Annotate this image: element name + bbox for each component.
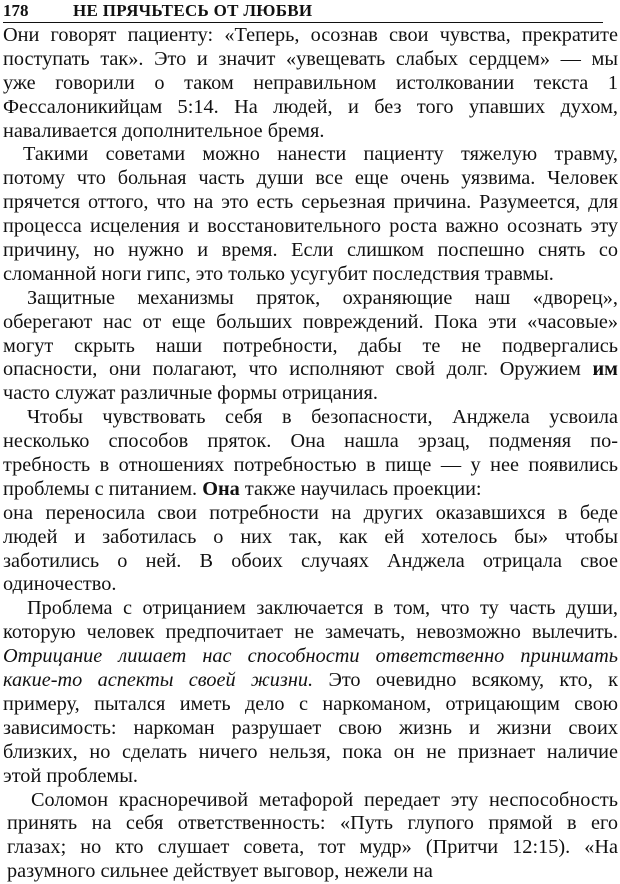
text-line: Соломон красноречивой метафорой передает эту неспособность xyxy=(31,788,618,811)
italic-segment: какие-то аспекты своей жизни. xyxy=(3,669,314,692)
text-line: требность в отношениях потребностью в пище — у нее появились xyxy=(3,454,618,477)
text-line: сломанной ноги гипс, это только усугубит последствия травмы. xyxy=(3,262,554,285)
text-line: потому что больная часть души все еще очень уязвима. Человек xyxy=(3,167,618,190)
text-line xyxy=(3,358,618,382)
text-line xyxy=(3,645,618,669)
text-line: она переносила свои потребности на других оказавшихся в беде xyxy=(3,501,618,524)
text-line: причину, но нужно и время. Если слишком поспешно снять со xyxy=(3,239,618,262)
text-line: примеру, пытался иметь дело с наркоманом, отрицающим свою xyxy=(3,692,618,715)
text-line: которую человек предпочитает не замечать, невозможно вылечить. xyxy=(3,621,618,644)
text-line: уже говорили о таком неправильном истолковании текста 1 xyxy=(3,71,618,94)
text-line: могут скрыть наши потребности, дабы те не подвергались xyxy=(3,334,618,357)
text-line: разумного сильнее действует выговор, нежели на xyxy=(7,860,433,883)
text-line xyxy=(3,478,618,502)
text-line: оберегают нас от еще больших повреждений. Пока эти «часовые» xyxy=(3,310,618,333)
running-header xyxy=(3,0,603,23)
text-line: несколько способов пряток. Она нашла эрзац, подменяя по- xyxy=(3,430,618,453)
text-line: близких, но сделать ничего нельзя, пока он не признает наличие xyxy=(3,740,618,763)
text-segment: также научилась проекции: xyxy=(244,477,482,500)
text-line: процесса исцеления и восстановительного роста важно осознать эту xyxy=(3,215,618,238)
text-line: людей и заботилась о них так, как ей хотелось бы» чтобы xyxy=(3,525,618,548)
text-line xyxy=(3,669,618,693)
text-line: зависимость: наркоман разрушает свою жизнь и жизни своих xyxy=(3,716,618,739)
text-line: Чтобы чувствовать себя в безопасности, Анджела усвоила xyxy=(27,406,618,429)
text-segment: Это очевидно всякому, кто, к xyxy=(328,669,618,692)
text-line: одиночество. xyxy=(3,573,117,596)
text-line: Такими советами можно нанести пациенту тяжелую травму, xyxy=(23,143,618,166)
text-line: прячется оттого, что на это есть серьезная причина. Разумеется, для xyxy=(3,191,618,214)
running-title: НЕ ПРЯЧЬТЕСЬ ОТ ЛЮБВИ xyxy=(73,1,313,20)
text-line: принять на себя ответственность: «Путь глупого прямой в его xyxy=(7,812,618,835)
text-line: Защитные механизмы пряток, охраняющие наш «дворец», xyxy=(27,286,618,309)
text-line: этой проблемы. xyxy=(3,764,138,787)
body-text xyxy=(3,24,618,884)
italic-segment: Отрицание лишает нас способности ответственно принимать xyxy=(3,645,618,668)
text-line: глазах; но кто слушает совета, тот мудр» (Притчи 12:15). «На xyxy=(7,836,618,859)
text-line: наваливается дополнительное бремя. xyxy=(3,119,325,142)
bold-word: Она xyxy=(202,477,240,500)
text-line: заботились о ней. В обоих случаях Анджела отрицала свое xyxy=(3,549,618,572)
text-line: поступать так». Это и значит «увещевать слабых сердцем» — мы xyxy=(3,47,618,70)
text-line: Фессалоникийцам 5:14. На людей, и без того упавших духом, xyxy=(3,95,618,118)
text-line: Проблема с отрицанием заключается в том, что ту часть души, xyxy=(27,597,618,620)
page-number: 178 xyxy=(3,1,29,20)
text-line: Они говорят пациенту: «Теперь, осознав свои чувства, прекратите xyxy=(3,24,618,46)
bold-word: им xyxy=(592,358,618,381)
text-segment: проблемы с питанием. xyxy=(3,477,198,500)
text-segment: опасности, они полагают, что исполняют свой долг. Оружием xyxy=(3,358,581,381)
text-line: часто служат различные формы отрицания. xyxy=(3,382,378,405)
